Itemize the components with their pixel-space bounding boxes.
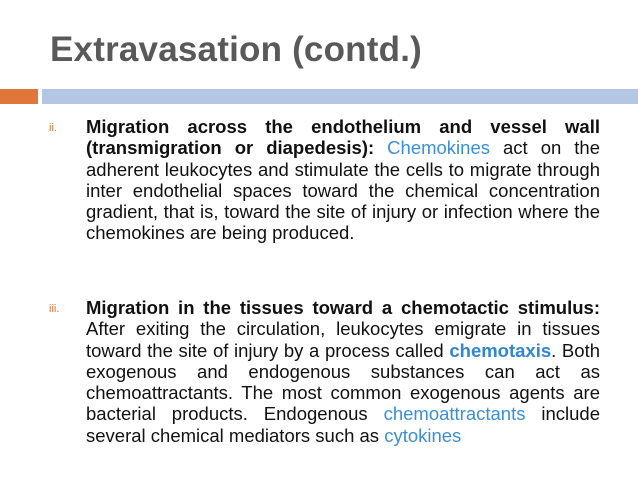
item-lead-transmigration: Migration across the endothelium and vessel wall (transmigration or diapedesis): bbox=[86, 116, 600, 159]
item-body-transmigration: act on the adherent leukocytes and stimulate the cells to migrate through inter endothelial spaces toward the chemical concentration gradient, that is, toward the site of injury or infection where the chemokines are being produced. bbox=[86, 137, 601, 244]
list-item-chemotaxis bbox=[86, 297, 600, 446]
term-chemoattractants: chemoattractants bbox=[383, 403, 526, 425]
item-body-chemotaxis-c: include several chemical mediators such as bbox=[86, 403, 601, 446]
term-chemotaxis: chemotaxis bbox=[449, 339, 552, 361]
item-body-chemotaxis-b: . Both exogenous and endogenous substances can act as chemoattractants. The most common exogenous agents are bacterial products. Endogenous bbox=[86, 339, 600, 425]
term-cytokines: cytokines bbox=[384, 424, 462, 446]
list-marker-ii: ii. bbox=[49, 122, 57, 134]
item-lead-chemotaxis: Migration in the tissues toward a chemotactic stimulus: bbox=[86, 297, 600, 318]
slide-title: Extravasation (contd.) bbox=[50, 30, 422, 69]
title-accent-bar-blue bbox=[42, 89, 638, 104]
term-chemokines: Chemokines bbox=[387, 137, 490, 159]
title-accent-bar-orange bbox=[0, 89, 38, 104]
list-marker-iii: iii. bbox=[49, 303, 60, 315]
item-body-chemotaxis-a: After exiting the circulation, leukocytes emigrate in tissues toward the site of injury by a process called bbox=[86, 318, 600, 361]
list-item-transmigration bbox=[86, 116, 600, 244]
